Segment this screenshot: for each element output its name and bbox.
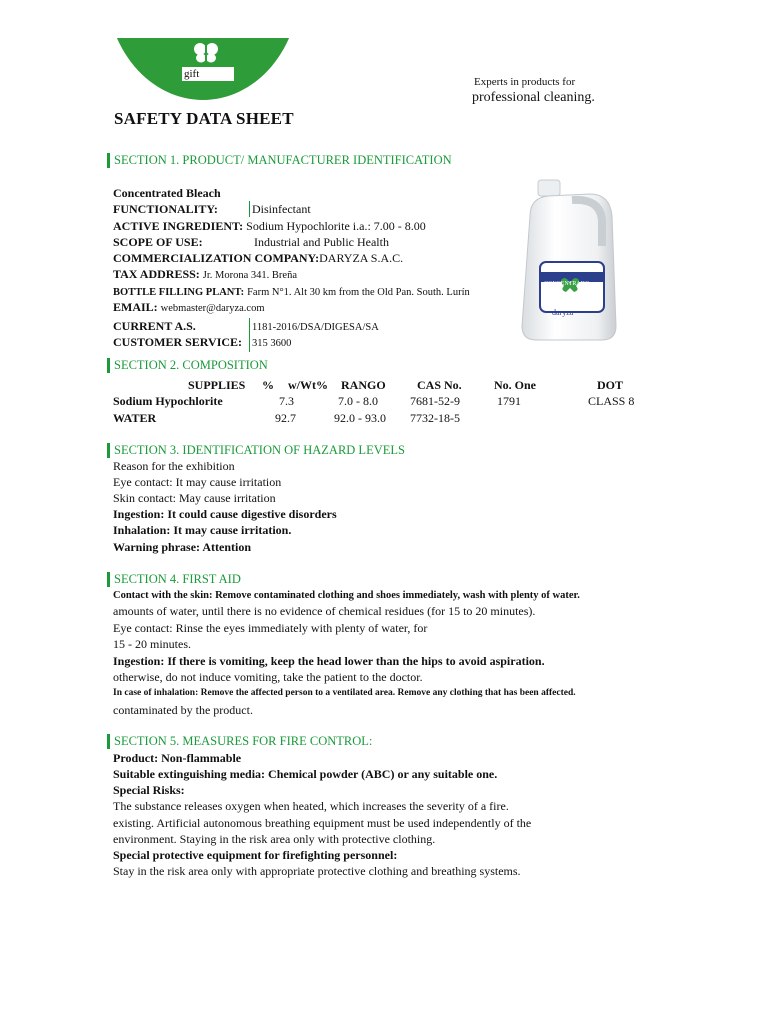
first-aid-line: Eye contact: Rinse the eyes immediately with plenty of water, for <box>113 621 428 635</box>
divider <box>249 201 250 217</box>
scope-row <box>113 235 203 250</box>
active-ingredient-label: ACTIVE INGREDIENT: <box>113 219 244 233</box>
product-name: Concentrated Bleach <box>113 186 221 200</box>
first-aid-line: contaminated by the product. <box>113 703 253 717</box>
table-cell: 92.0 - 93.0 <box>334 411 386 425</box>
fire-control-line: environment. Staying in the risk area only with protective clothing. <box>113 832 436 846</box>
section-1-heading: SECTION 1. PRODUCT/ MANUFACTURER IDENTIFICATION <box>107 153 452 168</box>
table-cell: 7.0 - 8.0 <box>338 394 378 408</box>
fire-control-line: Stay in the risk area only with appropriate protective clothing and breathing systems. <box>113 864 521 878</box>
hazard-line: Skin contact: May cause irritation <box>113 491 276 505</box>
jug-label-text: CONCENTRADO <box>544 281 590 287</box>
fire-control-line: The substance releases oxygen when heated, which increases the severity of a fire. <box>113 799 509 813</box>
table-cell: 7732-18-5 <box>410 411 460 425</box>
fire-control-line: Suitable extinguishing media: Chemical powder (ABC) or any suitable one. <box>113 767 498 781</box>
table-header: % <box>262 378 274 392</box>
table-cell: 1791 <box>497 394 521 408</box>
table-cell: WATER <box>113 411 157 425</box>
section-4-heading: SECTION 4. FIRST AID <box>107 572 241 587</box>
first-aid-line: Ingestion: If there is vomiting, keep the head lower than the hips to avoid aspiration. <box>113 654 545 668</box>
first-aid-line: In case of inhalation: Remove the affected person to a ventilated area. Remove any clothing that has been affected. <box>113 688 576 698</box>
customer-service-row <box>113 335 242 350</box>
bottling-value: Farm N°1. Alt 30 km from the Old Pan. South. Lurín <box>247 287 470 298</box>
bottling-row <box>113 284 470 300</box>
table-header: RANGO <box>341 378 386 392</box>
current-as-row <box>113 319 196 334</box>
table-cell: CLASS 8 <box>588 394 635 408</box>
active-ingredient-row <box>113 219 426 234</box>
table-cell: Sodium Hypochlorite <box>113 394 223 408</box>
slogan-line-1: Experts in products for <box>474 76 576 88</box>
hazard-line: Inhalation: It may cause irritation. <box>113 523 292 537</box>
commercialization-row <box>113 251 403 266</box>
hazard-line: Ingestion: It could cause digestive disorders <box>113 507 337 521</box>
section-3-heading: SECTION 3. IDENTIFICATION OF HAZARD LEVELS <box>107 443 405 458</box>
first-aid-line: 15 - 20 minutes. <box>113 637 191 651</box>
first-aid-line: Contact with the skin: Remove contaminated clothing and shoes immediately, wash with plenty of water. <box>113 590 580 601</box>
tax-address-row <box>113 267 297 283</box>
bottling-label: BOTTLE FILLING PLANT: <box>113 287 245 298</box>
first-aid-line: amounts of water, until there is no evidence of chemical residues (for 15 to 20 minutes). <box>113 604 536 618</box>
email-value[interactable]: webmaster@daryza.com <box>160 303 265 314</box>
functionality-label: FUNCTIONALITY: <box>113 202 218 216</box>
scope-value: Industrial and Public Health <box>254 235 389 249</box>
functionality-value: Disinfectant <box>252 202 311 216</box>
hazard-line: Eye contact: It may cause irritation <box>113 475 282 489</box>
email-label: EMAIL: <box>113 300 158 314</box>
functionality-row <box>113 202 218 217</box>
table-cell: 7.3 <box>279 394 294 408</box>
first-aid-line: otherwise, do not induce vomiting, take the patient to the doctor. <box>113 670 423 684</box>
hazard-line: Warning phrase: Attention <box>113 540 252 554</box>
bleach-jug-image <box>516 176 624 344</box>
table-header: w/Wt% <box>288 378 328 392</box>
divider <box>249 318 250 352</box>
section-5-heading: SECTION 5. MEASURES FOR FIRE CONTROL: <box>107 734 372 749</box>
page-title: SAFETY DATA SHEET <box>114 109 294 128</box>
jug-label-brand: daryza <box>552 308 574 317</box>
table-cell: 92.7 <box>275 411 296 425</box>
logo-tag: gift <box>182 67 234 81</box>
tax-address-label: TAX ADDRESS: <box>113 267 200 281</box>
hazard-line: Reason for the exhibition <box>113 459 235 473</box>
tax-address-value: Jr. Morona 341. Breña <box>202 270 297 281</box>
commercialization-label: COMMERCIALIZATION COMPANY: <box>113 251 320 265</box>
fire-control-line: Special protective equipment for firefighting personnel: <box>113 848 398 862</box>
table-header: No. One <box>494 378 536 392</box>
fire-control-line: Special Risks: <box>113 783 185 797</box>
fire-control-line: existing. Artificial autonomous breathing equipment must be used independently of the <box>113 816 532 830</box>
fire-control-line: Product: Non-flammable <box>113 751 242 765</box>
email-row <box>113 300 265 316</box>
active-ingredient-value: Sodium Hypochlorite i.a.: 7.00 - 8.00 <box>246 219 426 233</box>
customer-service-value: 315 3600 <box>252 338 292 349</box>
customer-service-label: CUSTOMER SERVICE: <box>113 335 243 349</box>
table-header: SUPPLIES <box>188 378 246 392</box>
table-header: DOT <box>597 378 624 392</box>
scope-label: SCOPE OF USE: <box>113 235 203 249</box>
table-cell: 7681-52-9 <box>410 394 460 408</box>
current-as-label: CURRENT A.S. <box>113 319 196 333</box>
commercialization-value: DARYZA S.A.C. <box>319 251 404 265</box>
table-header: CAS No. <box>417 378 462 392</box>
butterfly-icon <box>193 42 219 64</box>
slogan-line-2: professional cleaning. <box>472 90 595 105</box>
section-2-heading: SECTION 2. COMPOSITION <box>107 358 268 373</box>
current-as-value: 1181-2016/DSA/DIGESA/SA <box>252 322 379 333</box>
